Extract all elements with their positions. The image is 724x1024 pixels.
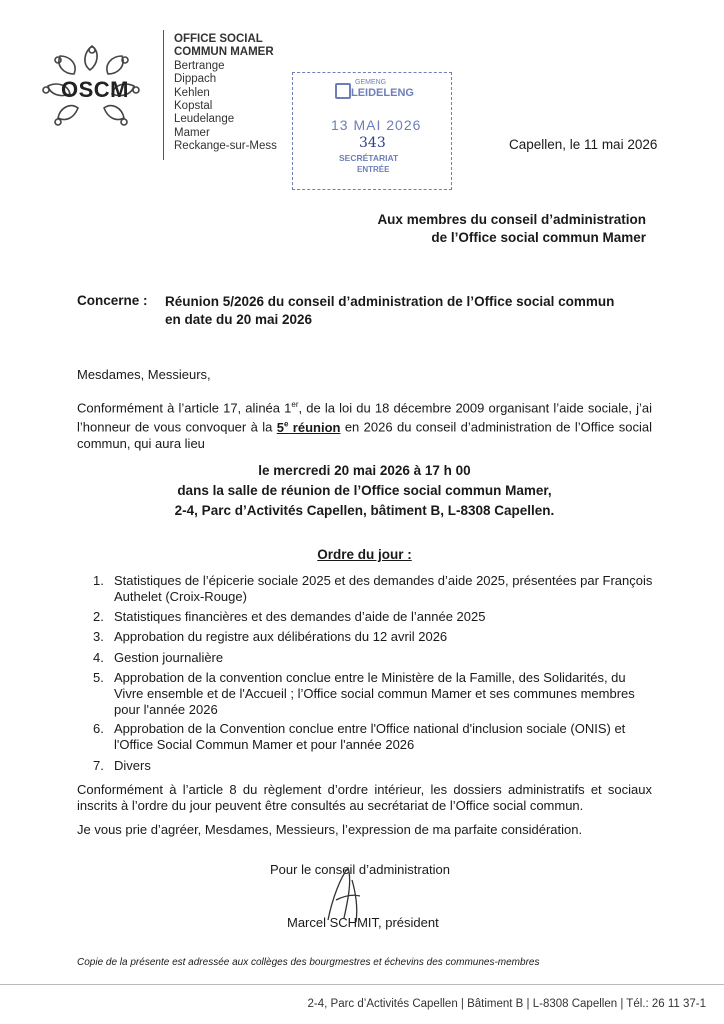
salutation: Mesdames, Messieurs, bbox=[77, 367, 211, 382]
agenda-title-text: Ordre du jour : bbox=[317, 547, 412, 562]
commune-item: Leudelange bbox=[174, 113, 235, 126]
reception-stamp bbox=[292, 72, 452, 190]
agenda-item bbox=[93, 609, 653, 625]
agenda-item bbox=[93, 721, 653, 753]
agenda-item bbox=[93, 573, 653, 605]
agenda-item-text: Approbation de la Convention conclue entre l'Office national d'inclusion sociale (ONIS) et l'Office Social Commun Mamer et pour l'année 2026 bbox=[114, 721, 626, 752]
meeting-details bbox=[77, 461, 652, 521]
agenda-item-text: Divers bbox=[114, 758, 151, 773]
commune-item: Reckange-sur-Mess bbox=[174, 140, 277, 153]
stamp-arrow-icon bbox=[335, 83, 351, 99]
intro-text-1: Conformément à l’article 17, alinéa 1 bbox=[77, 400, 292, 416]
org-name-line2: COMMUN MAMER bbox=[174, 46, 274, 59]
agenda-item-text: Statistiques de l’épicerie sociale 2025 et des demandes d’aide 2025, présentées par François Authelet (Croix-Rouge) bbox=[114, 573, 653, 604]
stamp-line4: ENTRÉE bbox=[357, 165, 390, 174]
intro-sup-1: er bbox=[291, 400, 299, 409]
commune-item: Dippach bbox=[174, 73, 217, 86]
logo-text: OSCM bbox=[61, 77, 129, 102]
commune-item: Kehlen bbox=[174, 86, 210, 99]
header-divider bbox=[163, 30, 164, 160]
footer-divider bbox=[0, 984, 724, 985]
signature-intro: Pour le conseil d’administration bbox=[270, 862, 450, 877]
commune-item: Mamer bbox=[174, 126, 210, 139]
agenda-title bbox=[77, 547, 652, 562]
agenda-item-number: 4. bbox=[93, 650, 104, 665]
agenda-item-number: 3. bbox=[93, 629, 104, 644]
agenda-item-text: Approbation du registre aux délibérations du 12 avril 2026 bbox=[114, 629, 448, 644]
stamp-line3: SECRÉTARIAT bbox=[339, 153, 399, 163]
agenda-item-number: 5. bbox=[93, 670, 104, 685]
meeting-number bbox=[277, 420, 341, 435]
org-name-line1: OFFICE SOCIAL bbox=[174, 33, 263, 45]
agenda-item bbox=[93, 629, 653, 645]
agenda-item-number: 2. bbox=[93, 609, 104, 624]
meeting-number-sup: e bbox=[283, 419, 289, 429]
subject-label: Concerne : bbox=[77, 293, 148, 308]
stamp-date: 13 MAI 2026 bbox=[331, 117, 422, 133]
organization-block bbox=[174, 33, 277, 154]
subject-text bbox=[165, 293, 655, 329]
commune-item: Bertrange bbox=[174, 59, 225, 72]
recipient-line2: de l’Office social commun Mamer bbox=[431, 230, 646, 245]
meeting-datetime: le mercredi 20 mai 2026 à 17 h 00 bbox=[258, 463, 471, 478]
intro-text-2: , de la loi du 18 décembre 2009 organisant l’aide sociale, j’ai l’honneur de vous convoquer à la bbox=[77, 400, 652, 435]
signer-name: Marcel SCHMIT, président bbox=[287, 915, 439, 930]
recipient-line1: Aux membres du conseil d’administration bbox=[377, 212, 646, 227]
agenda-item bbox=[93, 670, 653, 718]
agenda-item-number: 7. bbox=[93, 758, 104, 773]
place-date: Capellen, le 11 mai 2026 bbox=[509, 137, 658, 152]
stamp-line2: LEIDELENG bbox=[351, 87, 414, 99]
commune-item: Kopstal bbox=[174, 100, 213, 113]
oscm-logo bbox=[28, 40, 156, 136]
agenda-item-number: 1. bbox=[93, 573, 104, 588]
recipient-block bbox=[377, 211, 646, 247]
agenda-item bbox=[93, 650, 653, 666]
meeting-number-word: réunion bbox=[288, 419, 341, 435]
intro-text-3: en 2026 du conseil d’administration de l’Office social commun, qui aura lieu bbox=[77, 419, 652, 451]
stamp-line1: GEMENG bbox=[355, 79, 387, 86]
agenda-item bbox=[93, 758, 653, 774]
meeting-address: 2-4, Parc d’Activités Capellen, bâtiment B, L-8308 Capellen. bbox=[174, 503, 555, 518]
subject-line2: en date du 20 mai 2026 bbox=[165, 312, 313, 327]
agenda-item-text: Gestion journalière bbox=[114, 650, 224, 665]
intro-paragraph bbox=[77, 397, 652, 452]
copy-note: Copie de la présente est adressée aux collèges des bourgmestres et échevins des communes-membres bbox=[77, 957, 540, 968]
agenda-item-text: Approbation de la convention conclue entre le Ministère de la Famille, des Solidarités, du Vivre ensemble et de l'Accueil ; l’Office social commun Mamer et ses communes membres pour l'année 2026 bbox=[114, 670, 635, 717]
agenda-item-text: Statistiques financières et des demandes d’aide de l’année 2025 bbox=[114, 609, 486, 624]
closing-paragraph: Conformément à l’article 8 du règlement d’ordre intérieur, les dossiers administratifs et sociaux inscrits à l’ordre du jour peuvent être consultés au secrétariat de l’Office social commun. bbox=[77, 782, 652, 813]
meeting-number-digit: 5 bbox=[276, 419, 284, 435]
footer-address: 2-4, Parc d’Activités Capellen | Bâtiment B | L-8308 Capellen | Tél.: 26 11 37-1 bbox=[307, 998, 706, 1010]
politeness-formula: Je vous prie d’agréer, Mesdames, Messieurs, l’expression de ma parfaite considération. bbox=[77, 822, 583, 837]
agenda-item-number: 6. bbox=[93, 721, 104, 736]
subject-line1: Réunion 5/2026 du conseil d’administration de l’Office social commun bbox=[165, 294, 615, 309]
stamp-number: 343 bbox=[359, 135, 386, 151]
meeting-room: dans la salle de réunion de l’Office social commun Mamer, bbox=[177, 483, 552, 498]
